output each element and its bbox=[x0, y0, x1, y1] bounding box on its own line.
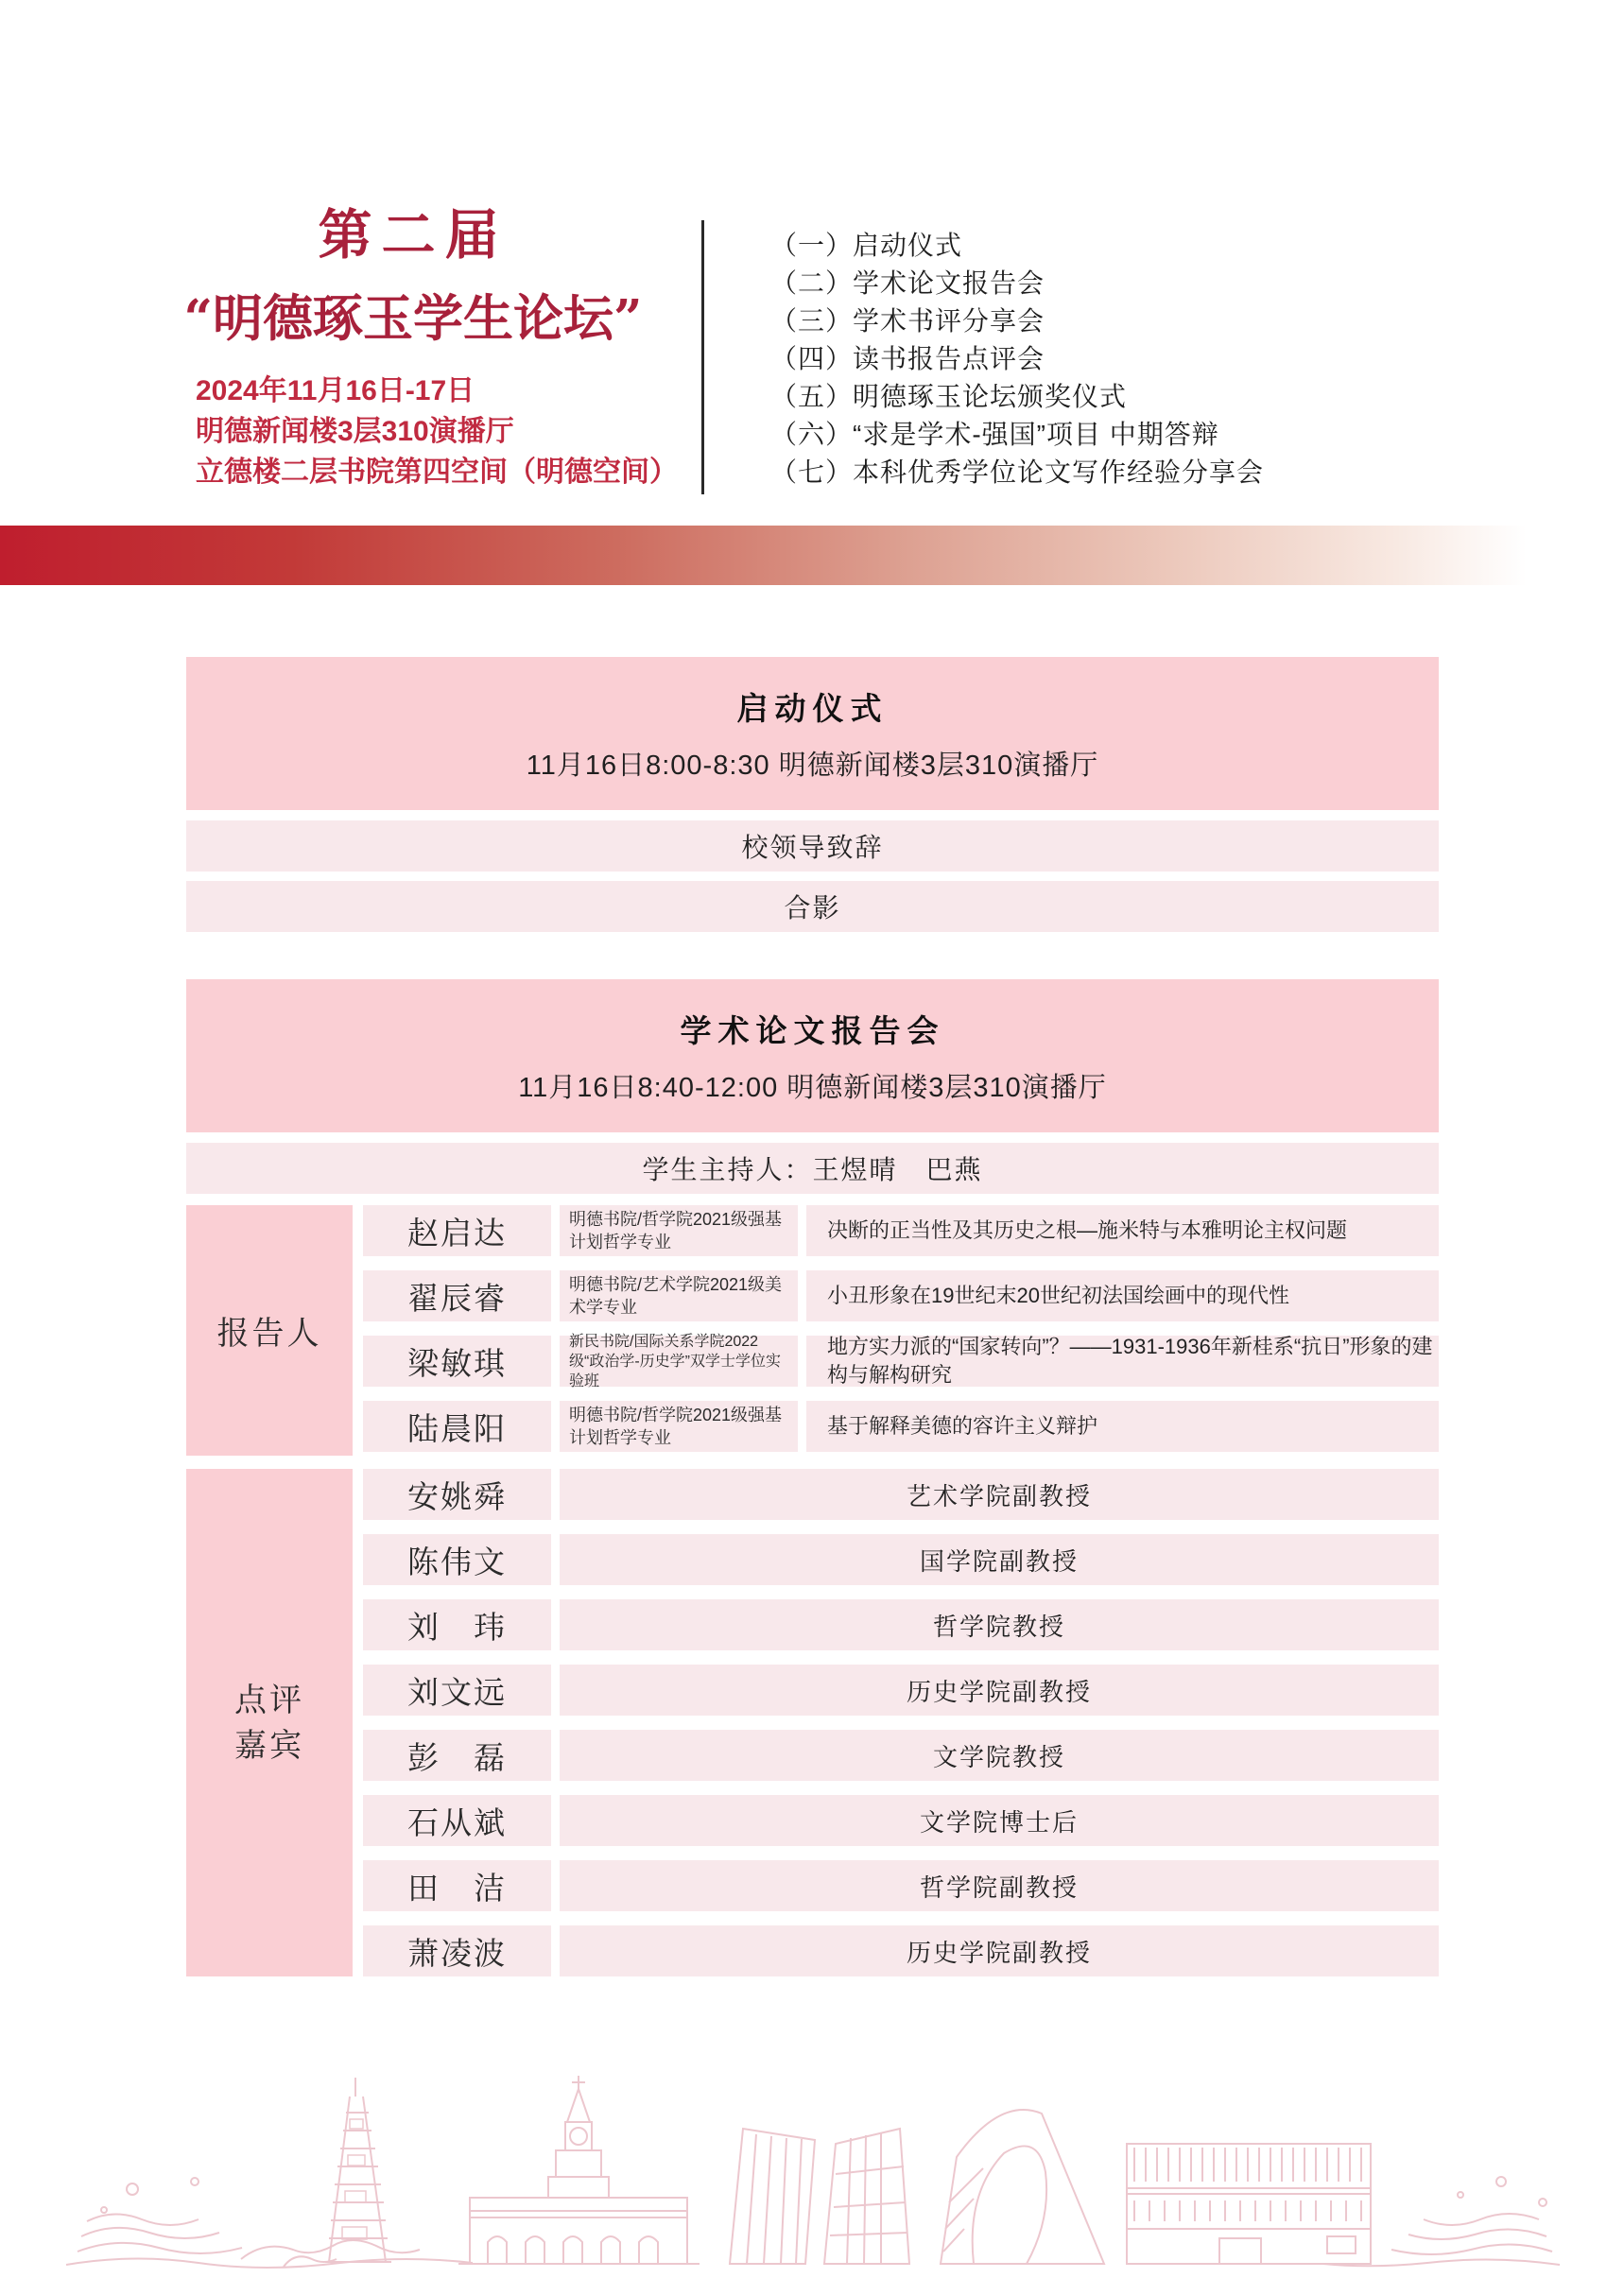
presenter-paper-title: 地方实力派的“国家转向”？——1931-1936年新桂系“抗日”形象的建构与解构研究 bbox=[806, 1336, 1439, 1387]
venue-line-1: 明德新闻楼3层310演播厅 bbox=[196, 416, 514, 447]
commentators-label-text: 点评嘉宾 bbox=[234, 1682, 304, 1764]
campus-skyline-illustration bbox=[0, 2070, 1624, 2278]
commentator-name: 萧凌波 bbox=[363, 1925, 551, 1976]
commentator-role: 文学院博士后 bbox=[560, 1795, 1439, 1846]
commentator-role: 艺术学院副教授 bbox=[560, 1469, 1439, 1520]
commentator-name: 刘 玮 bbox=[363, 1599, 551, 1650]
agenda-item-2: （二）学术论文报告会 bbox=[770, 268, 1045, 298]
presenter-program: 明德书院/哲学院2021级强基计划哲学专业 bbox=[560, 1401, 798, 1452]
presenter-program: 新民书院/国际关系学院2022级“政治学-历史学”双学士学位实验班 bbox=[560, 1336, 798, 1387]
presenter-name: 翟辰睿 bbox=[363, 1270, 551, 1321]
commentators-label bbox=[186, 1469, 353, 1976]
agenda-item-1: （一）启动仪式 bbox=[770, 231, 963, 260]
commentator-name: 陈伟文 bbox=[363, 1534, 551, 1585]
presenter-name: 陆晨阳 bbox=[363, 1401, 551, 1452]
presenter-program: 明德书院/哲学院2021级强基计划哲学专业 bbox=[560, 1205, 798, 1256]
presenter-name: 梁敏琪 bbox=[363, 1336, 551, 1387]
commentator-role: 哲学院副教授 bbox=[560, 1860, 1439, 1911]
paper-session-schedule: 11月16日8:40-12:00 明德新闻楼3层310演播厅 bbox=[518, 1073, 1107, 1103]
commentator-name: 田 洁 bbox=[363, 1860, 551, 1911]
presenters-label-text: 报告人 bbox=[216, 1316, 322, 1352]
opening-item-row: 合影 bbox=[186, 881, 1439, 932]
opening-title: 启动仪式 bbox=[736, 691, 889, 726]
paper-session-title: 学术论文报告会 bbox=[680, 1013, 945, 1048]
date-venue-block bbox=[196, 371, 725, 492]
presenter-name: 赵启达 bbox=[363, 1205, 551, 1256]
date-line: 2024年11月16日-17日 bbox=[196, 375, 475, 406]
paper-session-header bbox=[186, 979, 1439, 1132]
agenda-item-7: （七）本科优秀学位论文写作经验分享会 bbox=[770, 457, 1265, 487]
agenda-item-6: （六）“求是学术-强国”项目 中期答辩 bbox=[770, 420, 1219, 449]
opening-schedule: 11月16日8:00-8:30 明德新闻楼3层310演播厅 bbox=[526, 751, 1099, 781]
presenters-label bbox=[186, 1205, 353, 1456]
agenda-item-3: （三）学术书评分享会 bbox=[770, 306, 1045, 336]
presenter-paper-title: 小丑形象在19世纪末20世纪初法国绘画中的现代性 bbox=[806, 1270, 1439, 1321]
commentator-role: 文学院教授 bbox=[560, 1730, 1439, 1781]
commentator-role: 国学院副教授 bbox=[560, 1534, 1439, 1585]
agenda-item-4: （四）读书报告点评会 bbox=[770, 344, 1045, 373]
opening-item-row: 校领导致辞 bbox=[186, 820, 1439, 872]
commentator-role: 哲学院教授 bbox=[560, 1599, 1439, 1650]
venue-line-2: 立德楼二层书院第四空间（明德空间） bbox=[196, 457, 678, 488]
commentator-role: 历史学院副教授 bbox=[560, 1665, 1439, 1716]
vertical-divider bbox=[701, 220, 704, 494]
opening-section-header bbox=[186, 657, 1439, 810]
commentator-name: 彭 磊 bbox=[363, 1730, 551, 1781]
edition-title: 第二届 bbox=[318, 203, 509, 267]
agenda-list bbox=[770, 227, 1489, 492]
presenter-paper-title: 基于解释美德的容许主义辩护 bbox=[806, 1401, 1439, 1452]
commentator-name: 石从斌 bbox=[363, 1795, 551, 1846]
commentator-name: 刘文远 bbox=[363, 1665, 551, 1716]
commentator-name: 安姚舜 bbox=[363, 1469, 551, 1520]
gradient-ribbon bbox=[0, 526, 1624, 585]
presenter-program: 明德书院/艺术学院2021级美术学专业 bbox=[560, 1270, 798, 1321]
forum-title: “明德琢玉学生论坛” bbox=[183, 289, 643, 348]
host-row: 学生主持人：王煜晴 巴燕 bbox=[186, 1143, 1439, 1194]
presenter-paper-title: 决断的正当性及其历史之根—施米特与本雅明论主权问题 bbox=[806, 1205, 1439, 1256]
commentator-role: 历史学院副教授 bbox=[560, 1925, 1439, 1976]
agenda-item-5: （五）明德琢玉论坛颁奖仪式 bbox=[770, 382, 1128, 411]
